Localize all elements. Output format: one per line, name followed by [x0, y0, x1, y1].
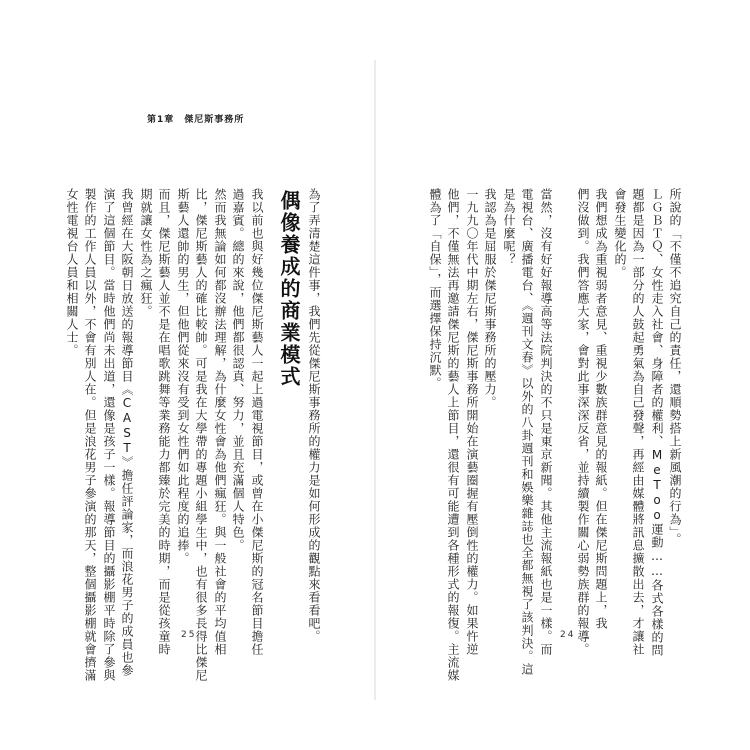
text-line: 為了弄清楚這件事，我們先從傑尼斯事務所的權力是如何形成的觀點來看看吧。 — [307, 188, 321, 643]
text-line: 而且，傑尼斯藝人並不是在唱歌跳舞等業務能力都臻於完美的時期，而是從孩童時 — [157, 188, 171, 656]
book-gutter — [374, 60, 376, 700]
text-line: 所說的「不僅不追究自己的責任，還順勢搭上新風潮的行為」。 — [668, 188, 682, 546]
text-line: 我們想成為重視弱者意見、重視少數族群意見的報紙。但在傑尼斯問題上，我 — [594, 188, 608, 630]
text-line: 會發生變化的。 — [613, 188, 627, 279]
text-line: 我曾經在大阪朝日放送的報導節目《CAST》擔任評論家，而浪花男子的成員也參 — [120, 188, 134, 677]
text-line: 電視台、廣播電台、《週刊文春》以外的八卦週刊和娛樂雜誌也全都無視了該判決。這 — [520, 188, 534, 676]
text-line: 製作的工作人員以外，不會有別人在。但是浪花男子參演的那天，整個攝影棚就會擠滿 — [83, 188, 97, 682]
running-head: 第1章 傑尼斯事務所 — [147, 115, 245, 125]
text-line: 我認為是屈服於傑尼斯事務所的壓力。 — [483, 188, 497, 409]
text-line: 然而我無論如何都沒辦法理解，為什麼女性會為他們瘋狂。與一般社會的平均值相 — [213, 188, 227, 656]
text-line: 斯藝人還帥的男生，但他們從來沒有受到女性們如此程度的追捧。 — [176, 188, 190, 565]
section-heading: 偶像養成的商業模式 — [277, 190, 301, 388]
text-line: 女性電視台人員和相關人士。 — [65, 188, 79, 357]
text-line: 體為了「自保」，而選擇保持沉默。 — [428, 188, 442, 390]
text-line: 一九九〇年代中期左右，傑尼斯事務所開始在演藝圈握有壓倒性的權力。如果忤逆 — [465, 188, 479, 656]
page-number: 25 — [181, 630, 197, 640]
text-line: 我以前也與好幾位傑尼斯藝人一起上過電視節目，或曾在小傑尼斯的冠名節目擔任 — [250, 188, 264, 656]
text-line: 們沒做到。我們答應大家，會對此事深深反省，並持續製作關心弱勢族群的報導。 — [576, 188, 590, 656]
text-line: ＬＧＢＴＱ、女性走入社會、身障者的權利、MeToo運動……各式各樣的問 — [650, 188, 664, 657]
text-line: 題都是因為一部分的人鼓起勇氣為自己發聲，再經由媒體將訊息擴散出去，才讓社 — [631, 188, 645, 656]
text-line: 當然，沒有好好報導高等法院判決的不只是東京新聞。其他主流報紙也是一樣。而 — [539, 188, 553, 656]
page-number: 24 — [560, 630, 576, 640]
text-line: 他們，不僅無法再邀請傑尼斯的藝人上節目，還很有可能遭到各種形式的報復。主流媒 — [446, 188, 460, 682]
text-line: 過嘉賓。總的來說，他們都很認真、努力，並且充滿個人特色。 — [231, 188, 245, 552]
text-line: 期就讓女性為之瘋狂。 — [139, 188, 153, 318]
text-line: 比，傑尼斯藝人的確比較帥。可是我在大學帶的專題小組學生中，也有很多長得比傑尼 — [194, 188, 208, 682]
text-line: 是為什麼呢？ — [502, 188, 516, 266]
text-line: 演了這個節目。當時他們尚未出道，還像是孩子一樣。報導節目的攝影棚平時除了參與 — [102, 188, 116, 682]
